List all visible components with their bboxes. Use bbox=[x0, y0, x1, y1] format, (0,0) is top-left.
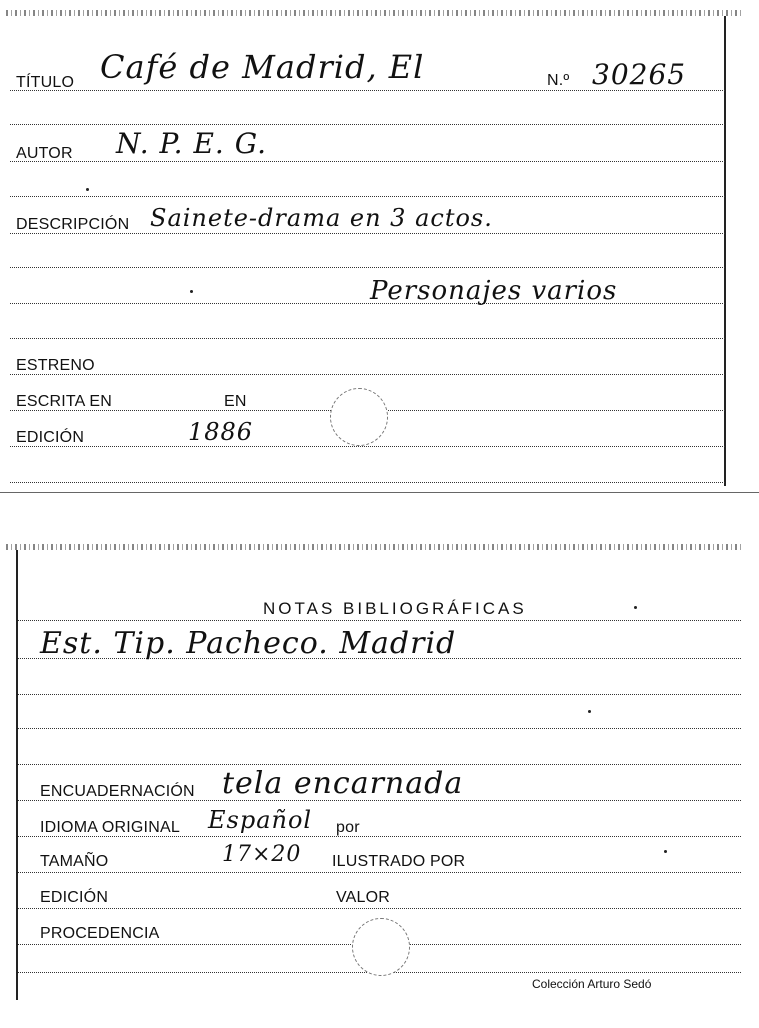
edicion-label-back: EDICIÓN bbox=[40, 889, 109, 906]
rule-line bbox=[10, 446, 725, 447]
rule-line bbox=[18, 872, 741, 873]
catalog-card-back bbox=[0, 540, 759, 1028]
rule-line bbox=[18, 728, 741, 729]
punch-hole bbox=[330, 388, 388, 446]
numero-label: N.º bbox=[547, 72, 570, 89]
rule-line bbox=[10, 161, 725, 162]
descripcion-label: DESCRIPCIÓN bbox=[16, 216, 130, 233]
ilustrado-label: ILUSTRADO POR bbox=[332, 853, 466, 870]
ink-speck bbox=[664, 850, 667, 853]
procedencia-label: PROCEDENCIA bbox=[40, 925, 160, 942]
notas-value: Est. Tip. Pacheco. Madrid bbox=[40, 626, 457, 661]
punch-hole bbox=[352, 918, 410, 976]
card-bottom-edge bbox=[0, 492, 759, 493]
idioma-value: Español bbox=[208, 806, 313, 834]
card-right-border bbox=[724, 16, 726, 486]
rule-line bbox=[18, 694, 741, 695]
encuadernacion-value: tela encarnada bbox=[222, 766, 464, 801]
ink-speck bbox=[190, 290, 193, 293]
rule-line bbox=[18, 764, 741, 765]
rule-line bbox=[10, 303, 725, 304]
rule-line bbox=[18, 908, 741, 909]
autor-value: N. P. E. G. bbox=[116, 127, 267, 160]
idioma-label: IDIOMA ORIGINAL bbox=[40, 819, 180, 836]
notas-heading: NOTAS BIBLIOGRÁFICAS bbox=[263, 599, 527, 618]
rule-line bbox=[10, 196, 725, 197]
rule-line bbox=[18, 620, 741, 621]
edicion-value: 1886 bbox=[188, 418, 254, 446]
edicion-label: EDICIÓN bbox=[16, 429, 85, 446]
descripcion-value-2: Personajes varios bbox=[370, 276, 618, 306]
card-top-edge bbox=[6, 544, 743, 550]
rule-line bbox=[10, 374, 725, 375]
por-label: por bbox=[336, 819, 360, 836]
en-label: EN bbox=[224, 393, 247, 410]
valor-label: VALOR bbox=[336, 889, 391, 906]
autor-label: AUTOR bbox=[16, 145, 73, 162]
ink-speck bbox=[634, 606, 637, 609]
titulo-value: Café de Madrid, El bbox=[100, 48, 425, 86]
ink-speck bbox=[86, 188, 89, 191]
card-left-border bbox=[16, 550, 18, 1000]
ink-speck bbox=[588, 710, 591, 713]
tamano-label: TAMAÑO bbox=[40, 853, 109, 870]
card-top-edge bbox=[6, 10, 743, 16]
titulo-label: TÍTULO bbox=[16, 74, 75, 91]
rule-line bbox=[10, 482, 725, 483]
catalog-card-front bbox=[0, 0, 759, 495]
rule-line bbox=[10, 124, 725, 125]
rule-line bbox=[10, 267, 725, 268]
escrita-en-label: ESCRITA EN bbox=[16, 393, 112, 410]
tamano-value: 17×20 bbox=[222, 842, 302, 867]
rule-line bbox=[10, 338, 725, 339]
estreno-label: ESTRENO bbox=[16, 357, 95, 374]
encuadernacion-label: ENCUADERNACIÓN bbox=[40, 783, 195, 800]
coleccion-footer: Colección Arturo Sedó bbox=[532, 977, 652, 991]
descripcion-value: Sainete-drama en 3 actos. bbox=[150, 204, 493, 232]
numero-value: 30265 bbox=[592, 58, 687, 91]
